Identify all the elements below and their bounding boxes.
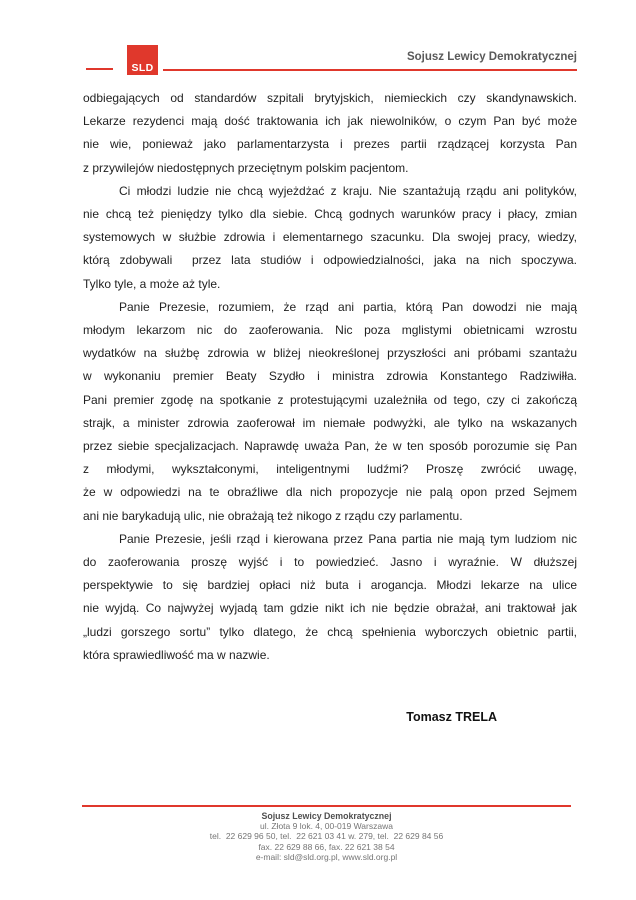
footer [82, 811, 571, 862]
letter-line: Ci młodzi ludzie nie chcą wyjeżdżać z kraju. Nie szantażują rządu ani polityków, [119, 183, 577, 198]
letter-line: strajk, a minister zdrowia zaoferował im niemałe podwyżki, ale tylko na wskazanych [83, 415, 577, 430]
letter-line: „ludzi gorszego sortu” tylko dlatego, że chcą spełnienia wyborczych obietnic partii, [83, 624, 577, 639]
footer-rule [82, 805, 571, 807]
letter-line: Panie Prezesie, jeśli rząd i kierowana przez Pana partia nie mają tym ludziom nic [119, 531, 577, 546]
letter-line: w wykonaniu premier Beaty Szydło i ministra zdrowia Konstantego Radziwiłła. [83, 369, 577, 384]
sld-logo-text: SLD [131, 62, 154, 74]
letter-line: z przywilejów niedostępnych przeciętnym polskim pacjentom. [83, 160, 409, 175]
header-left-rule [86, 68, 113, 70]
letter-line: że w odpowiedzi na te obraźliwe dla nich propozycje nie palą opon przed Sejmem [83, 485, 577, 500]
letter-line: Panie Prezesie, rozumiem, że rząd ani partia, którą Pan dowodzi nie mają [119, 299, 577, 314]
letter-body [83, 87, 577, 667]
letter-line: przez siebie specjalizacjach. Naprawdę uważa Pan, że w ten sposób porozumie się Pan [83, 439, 577, 454]
letter-line: nie chcą też pieniędzy tylko dla siebie. Chcą godnych warunków pracy i płacy, zmian [83, 207, 577, 222]
letter-line: młodym lekarzom nic do zaoferowania. Nic poza mglistymi obietnicami wzrostu [83, 323, 577, 338]
letter-line: Lekarze rezydenci mają dość traktowania ich jak niewolników, o czym Pan być może [83, 114, 577, 129]
footer-address: ul. Złota 9 lok. 4, 00-019 Warszawa [260, 821, 393, 832]
letter-line: która sprawiedliwość ma w nazwie. [83, 647, 270, 662]
footer-fax: fax. 22 629 88 66, fax. 22 621 38 54 [258, 841, 395, 852]
signature-name: Tomasz TRELA [406, 710, 497, 724]
footer-org-name: Sojusz Lewicy Demokratycznej [261, 811, 392, 821]
letter-line: wydatków na służbę zdrowia w bliżej nieokreślonej przyszłości ani próbami szantażu [83, 346, 577, 361]
header-rule [163, 69, 577, 71]
letter-line: Tylko tyle, a może aż tyle. [83, 276, 221, 291]
letter-line: ani nie barykadują ulic, nie obrażają też nikogo z rządu czy parlamentu. [83, 508, 463, 523]
footer-phones: tel. 22 629 96 50, tel. 22 621 03 41 w. 279, tel. 22 629 84 56 [209, 831, 444, 842]
letter-line: Pani premier zgodę na spotkanie z protestującymi uzależniła od tego, czy ci zakończą [83, 392, 577, 407]
letter-line: systemowych w służbie zdrowia i elementarnego szacunku. Dla swojej pracy, wiedzy, [83, 230, 577, 245]
letter-line: odbiegających od standardów szpitali brytyjskich, niemieckich czy skandynawskich. [83, 91, 577, 105]
letter-line: którą zdobywali przez lata studiów i odpowiedzialności, jaka na nich spoczywa. [83, 253, 577, 268]
header-org-name: Sojusz Lewicy Demokratycznej [406, 51, 577, 63]
footer-email-web: e-mail: sld@sld.org.pl, www.sld.org.pl [255, 851, 398, 862]
letter-line: nie wyjdą. Co najwyżej wyjadą tam gdzie nikt ich nie będzie obrażał, ani traktował jak [83, 601, 577, 616]
letter-line: do zaoferowania proszę wyjść i to powiedzieć. Jasno i wyraźnie. W dłuższej [83, 555, 577, 570]
letter-line: z młodymi, wykształconymi, inteligentnymi ludźmi? Proszę zwrócić uwagę, [83, 462, 577, 477]
sld-logo [127, 45, 158, 75]
letter-line: nie wie, ponieważ jako parlamentarzysta i prezes partii rządzącej korzysta Pan [83, 137, 577, 152]
letter-line: perspektywie to się bardziej opłaci niż buta i arogancja. Młodzi lekarze na ulice [83, 578, 577, 593]
